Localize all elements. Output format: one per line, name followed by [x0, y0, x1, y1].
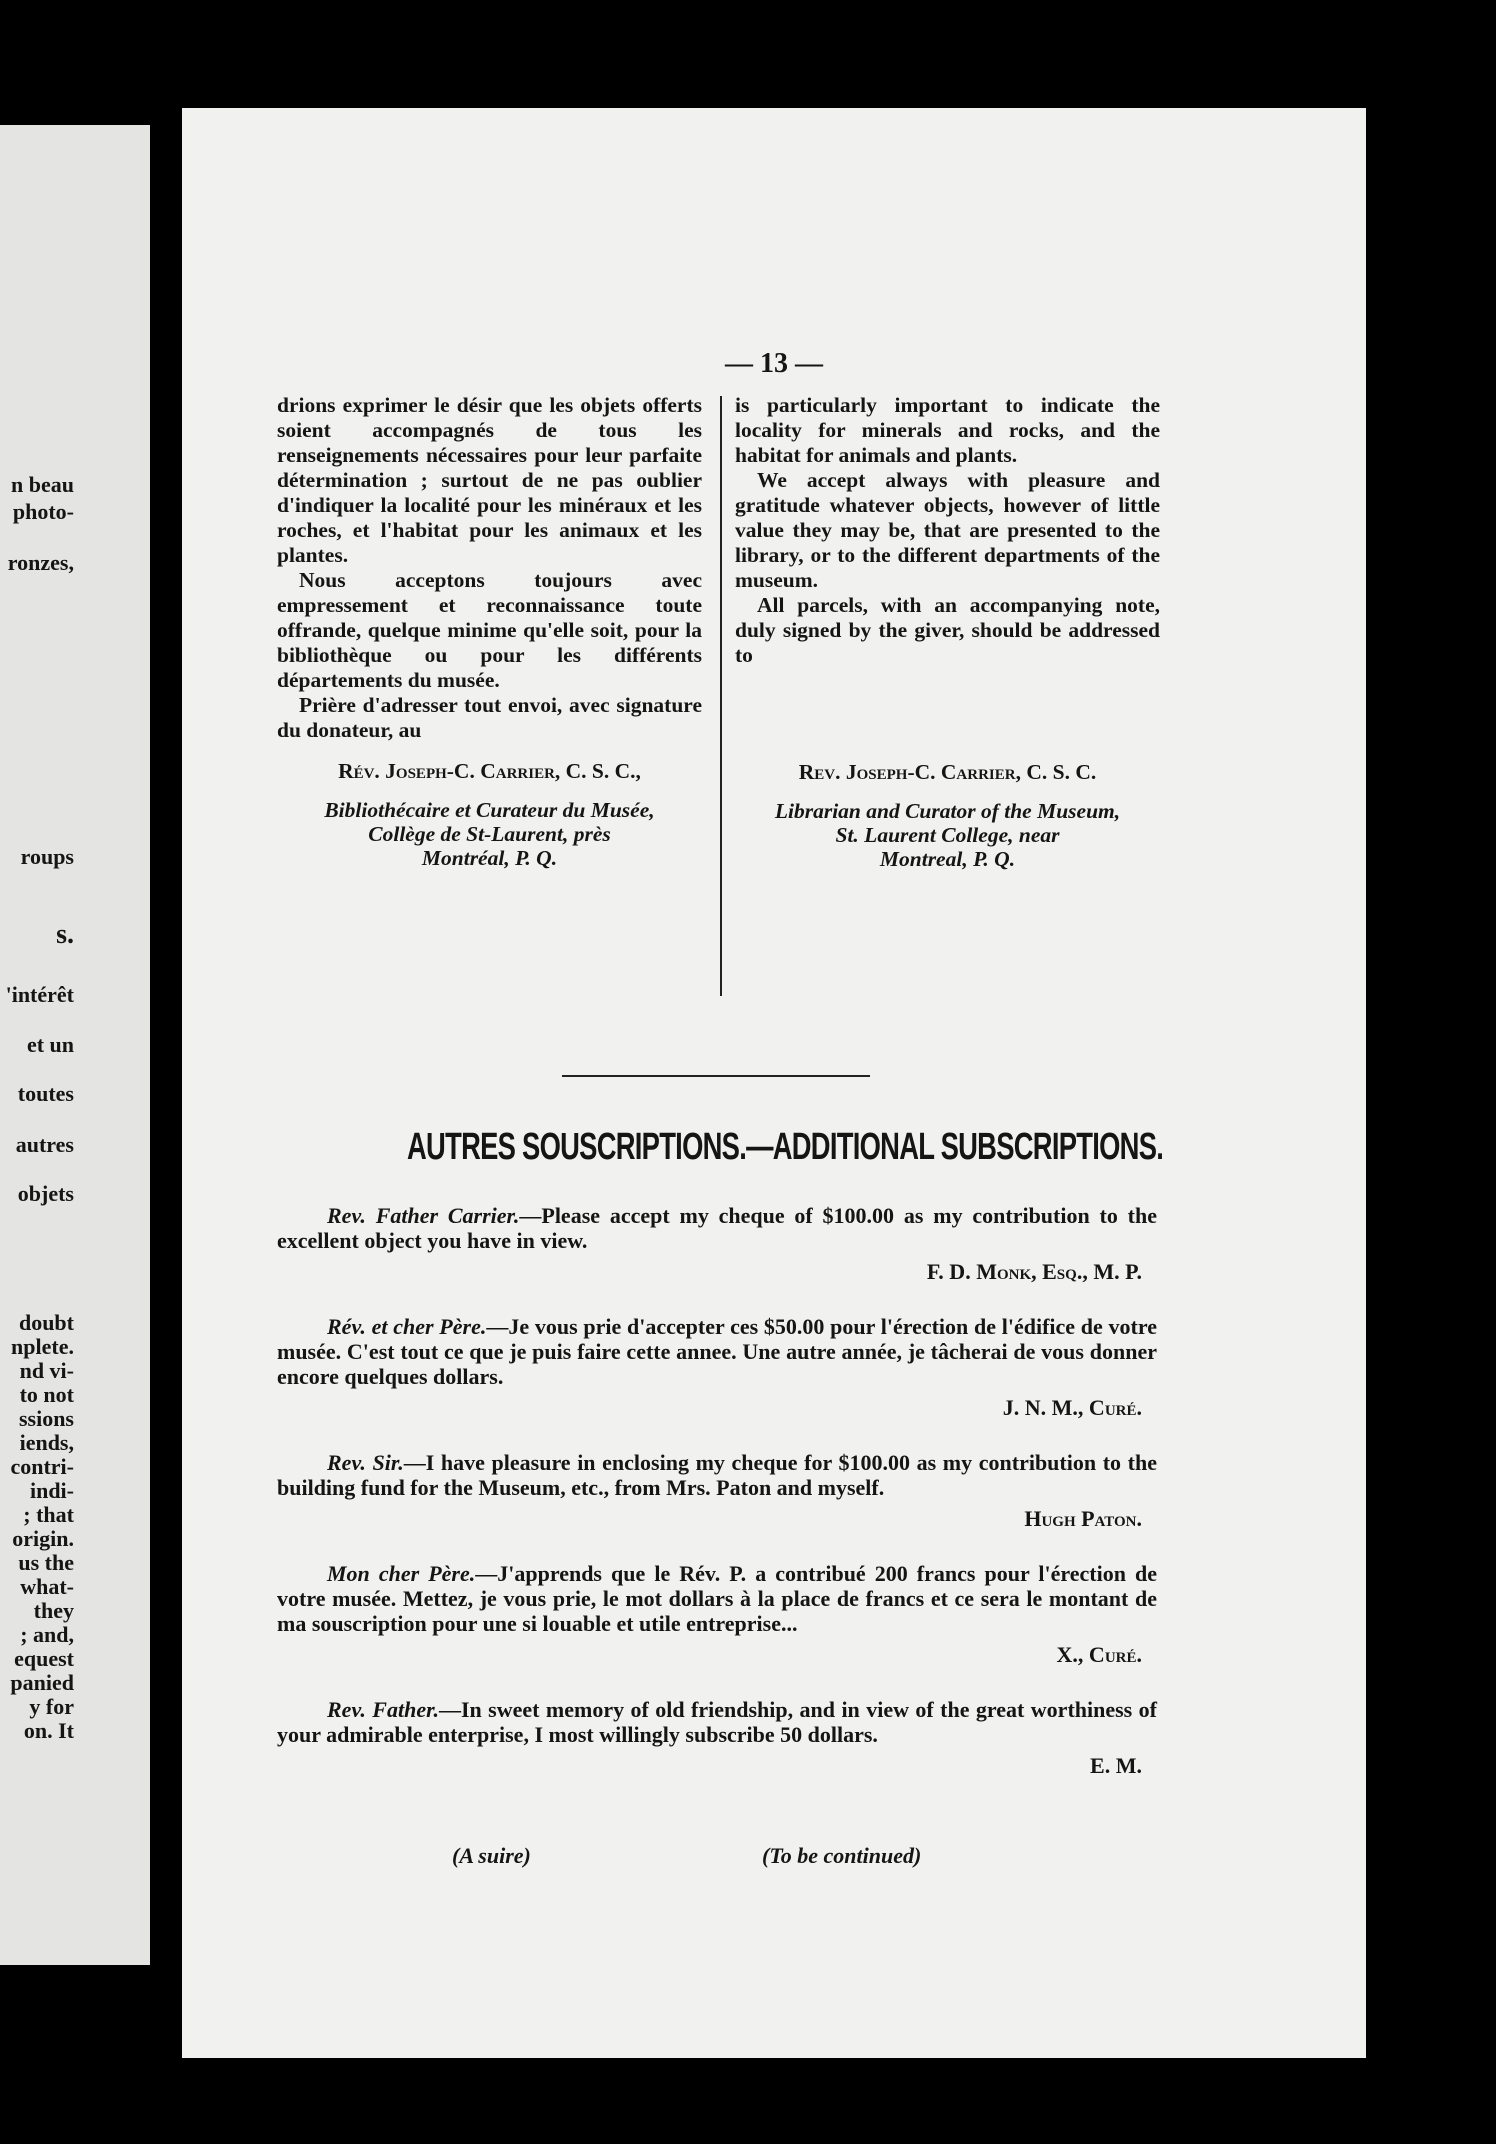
left-fragment-text: ; and, — [20, 1622, 74, 1647]
left-fragment-text: nd vi- — [19, 1358, 74, 1383]
left-fragment-text: origin. — [12, 1526, 74, 1551]
letter-text: —J'apprends que le Rév. P. a contribué 200 francs pour l'érection de votre musée. Mettez, je vous prie, le mot dollars à la place de francs et ce sera le montant de ma souscription pour une si louable et utile entreprise... — [277, 1561, 1157, 1636]
left-fragment-text: what- — [20, 1574, 74, 1599]
letter-salutation: Rév. et cher Père. — [327, 1314, 487, 1339]
left-fragment-text: panied — [10, 1670, 74, 1695]
letter-body — [277, 1203, 1157, 1253]
paragraph: drions exprimer le désir que les objets offerts soient accompagnés de tous les renseignements nécessaires pour leur parfaite détermination ; surtout de ne pas oublier d'indiquer la localité pour les minéraux et les roches, et l'habitat pour les animaux et les plantes. — [277, 393, 702, 567]
paragraph: Prière d'adresser tout envoi, avec signature du donateur, au — [277, 693, 702, 742]
paragraph: We accept always with pleasure and gratitude whatever objects, however of little value they may be, that are presented to the library, or to the different departments of the museum. — [735, 468, 1160, 592]
letter-signer: J. N. M., Curé. — [1002, 1395, 1142, 1420]
letter-body — [277, 1561, 1157, 1636]
left-fragment-text: to not — [19, 1382, 74, 1407]
paragraph: Nous acceptons toujours avec empressement et reconnaissance toute offrande, quelque minime qu'elle soit, pour la bibliothèque ou pour les différents départements du musée. — [277, 568, 702, 692]
letter-text: —Je vous prie d'accepter ces $50.00 pour l'érection de l'édifice de votre musée. C'est tout ce que je puis faire cette annee. Une autre année, je tâcherai de vous donner encore quelques dollars. — [277, 1314, 1157, 1389]
left-fragment-text: et un — [26, 1032, 74, 1057]
left-fragment-text: nplete. — [11, 1334, 74, 1359]
signature-title-line: Librarian and Curator of the Museum, — [774, 799, 1121, 823]
left-fragment-text: toutes — [17, 1081, 74, 1106]
letter-body — [277, 1697, 1157, 1747]
left-fragment-text: contri- — [10, 1454, 74, 1479]
page-gutter-line — [167, 95, 181, 2000]
letter — [277, 1450, 1157, 1531]
left-fragment-text: ronzes, — [7, 550, 74, 575]
subscription-letters — [277, 1203, 1157, 1796]
signature-title — [277, 798, 702, 870]
letter-signer: X., Curé. — [1056, 1642, 1142, 1667]
signature-title-line: Montréal, P. Q. — [421, 846, 558, 870]
letter-salutation: Rev. Father. — [327, 1697, 439, 1722]
left-fragment-text: on. It — [23, 1718, 74, 1743]
left-fragment-text: n beau — [11, 472, 74, 497]
signature-title-line: Bibliothécaire et Curateur du Musée, — [324, 798, 655, 822]
column-divider — [720, 396, 722, 996]
letter-salutation: Mon cher Père. — [327, 1561, 476, 1586]
letter — [277, 1561, 1157, 1667]
paragraph: All parcels, with an accompanying note, duly signed by the giver, should be addressed to — [735, 593, 1160, 667]
letter-text: —Please accept my cheque of $100.00 as my contribution to the excellent object you have in view. — [277, 1203, 1157, 1253]
left-fragment-text: objets — [17, 1181, 74, 1206]
left-fragment-text: y for — [29, 1694, 74, 1719]
left-fragment-text: equest — [14, 1646, 74, 1671]
left-fragment-text: they — [33, 1598, 74, 1623]
left-fragment-text: photo- — [12, 499, 74, 524]
letter-text: —In sweet memory of old friendship, and in view of the great worthiness of your admirable enterprise, I most willingly subscribe 50 dollars. — [277, 1697, 1157, 1747]
letter-signer: Hugh Paton. — [1024, 1506, 1142, 1531]
signature-name: Rev. Joseph-C. Carrier, C. S. C. — [798, 760, 1097, 784]
letter-salutation: Rev. Sir. — [327, 1450, 404, 1475]
left-fragment-text: ; that — [23, 1502, 74, 1527]
letter — [277, 1314, 1157, 1420]
left-fragment-text: us the — [18, 1550, 74, 1575]
signature-title-line: St. Laurent College, near — [835, 823, 1060, 847]
letter-body — [277, 1450, 1157, 1500]
english-column — [735, 393, 1160, 871]
letter-salutation: Rev. Father Carrier. — [327, 1203, 520, 1228]
left-fragment-text: autres — [15, 1132, 74, 1157]
left-fragment-text: indi- — [29, 1478, 74, 1503]
left-fragment-text: doubt — [18, 1310, 74, 1335]
letter — [277, 1203, 1157, 1284]
left-fragment-text: s. — [56, 919, 74, 950]
signature-title-line: Collège de St-Laurent, près — [368, 822, 611, 846]
section-heading: AUTRES SOUSCRIPTIONS.—ADDITIONAL SUBSCRIPTIONS. — [407, 1126, 1164, 1168]
left-fragment-text: ssions — [18, 1406, 74, 1431]
signature-title-line: Montreal, P. Q. — [879, 847, 1016, 871]
french-column — [277, 393, 702, 870]
paragraph: is particularly important to indicate the locality for minerals and rocks, and the habitat for animals and plants. — [735, 393, 1160, 467]
left-fragment-text: iends, — [19, 1430, 74, 1455]
letter-text: —I have pleasure in enclosing my cheque for $100.00 as my contribution to the building fund for the Museum, etc., from Mrs. Paton and myself. — [277, 1450, 1157, 1500]
letter-signer: E. M. — [1090, 1753, 1142, 1778]
section-rule — [562, 1075, 870, 1077]
continued-note-en: (To be continued) — [762, 1843, 922, 1868]
letter-signer: F. D. Monk, Esq., M. P. — [926, 1259, 1142, 1284]
signature-name: Rév. Joseph-C. Carrier, C. S. C., — [338, 759, 641, 783]
page-number: — 13 — — [725, 348, 823, 379]
signature-title — [735, 799, 1160, 871]
left-fragment-text: roups — [20, 844, 74, 869]
left-page-fragment — [0, 125, 150, 1965]
letter — [277, 1697, 1157, 1778]
continued-note-fr: (A suire) — [452, 1843, 531, 1868]
document-page — [182, 108, 1366, 2058]
letter-body — [277, 1314, 1157, 1389]
left-fragment-text: 'intérêt — [5, 982, 74, 1007]
